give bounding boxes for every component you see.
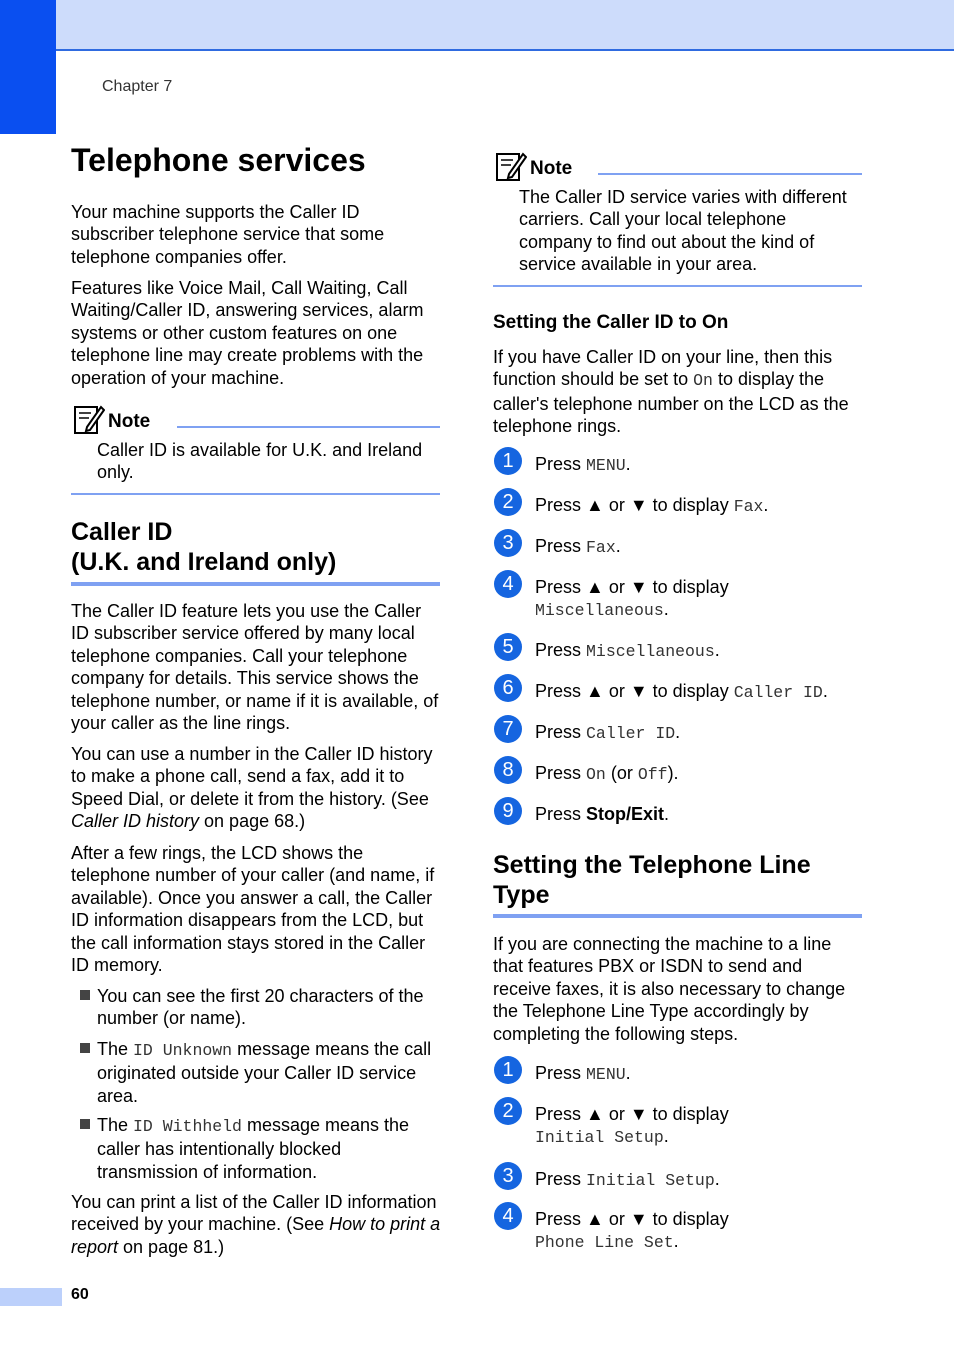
chapter-label: Chapter 7 — [102, 78, 173, 95]
note-label: Note — [108, 411, 151, 432]
step-1: Press MENU. — [535, 454, 631, 475]
intro-para-1: Your machine supports the Caller ID subscriber telephone service that some telephone companies offer. — [71, 202, 385, 267]
step-number: 7 — [494, 715, 522, 743]
note-top-rule — [177, 426, 440, 428]
section-rule — [71, 582, 440, 586]
page-number: 60 — [71, 1286, 89, 1303]
step-number: 1 — [494, 447, 522, 475]
step-number: 4 — [494, 570, 522, 598]
step-number: 1 — [494, 1056, 522, 1084]
bullet-item-3: The ID Withheld message means the caller has intentionally blocked transmission of information. — [97, 1115, 410, 1182]
note-bottom-rule — [71, 493, 440, 495]
caller-id-para-3: After a few rings, the LCD shows the telephone number of your caller (and name, if available). Once you answer a call, the Caller ID information disappears from the LCD, but the call information stays stored in the Caller ID memory. — [71, 843, 435, 976]
step-number: 4 — [494, 1202, 522, 1230]
line-step-4: Press ▲ or ▼ to display Phone Line Set. — [535, 1209, 729, 1252]
note-pencil-icon — [73, 403, 105, 435]
note-top-rule — [598, 173, 862, 175]
caller-id-history-ref: Caller ID history — [71, 811, 200, 832]
step-number: 2 — [494, 1097, 522, 1125]
bullet-item-1: You can see the first 20 characters of the number (or name). — [97, 986, 424, 1029]
page-title: Telephone services — [71, 142, 366, 178]
step-6: Press ▲ or ▼ to display Caller ID. — [535, 681, 828, 702]
chapter-tab — [0, 0, 56, 134]
bullet-marker — [80, 1119, 90, 1129]
step-8: Press On (or Off). — [535, 763, 679, 784]
header-bar — [0, 0, 954, 51]
step-number: 6 — [494, 674, 522, 702]
step-number: 8 — [494, 756, 522, 784]
step-number: 3 — [494, 1162, 522, 1190]
note-text: Caller ID is available for U.K. and Ireland only. — [97, 440, 423, 483]
step-number: 9 — [494, 797, 522, 825]
step-5: Press Miscellaneous. — [535, 640, 720, 661]
step-7: Press Caller ID. — [535, 722, 681, 743]
note-label: Note — [530, 158, 573, 179]
line-step-3: Press Initial Setup. — [535, 1169, 720, 1190]
step-3: Press Fax. — [535, 536, 621, 557]
step-4: Press ▲ or ▼ to display Miscellaneous. — [535, 577, 729, 620]
step-9: Press Stop/Exit. — [535, 804, 670, 824]
section-rule — [493, 914, 862, 918]
caller-id-para-4: You can print a list of the Caller ID information received by your machine. (See How to print a report on page 81.) — [71, 1192, 441, 1257]
step-2: Press ▲ or ▼ to display Fax. — [535, 495, 769, 516]
note-text: The Caller ID service varies with different carriers. Call your local telephone company to find out about the kind of service available in your area. — [519, 187, 847, 275]
line-step-1: Press MENU. — [535, 1063, 631, 1084]
footer-tab — [0, 1288, 62, 1306]
bullet-item-2: The ID Unknown message means the call originated outside your Caller ID service area. — [97, 1039, 432, 1106]
bullet-marker — [80, 990, 90, 1000]
print-report-ref: How to print a report — [71, 1214, 441, 1257]
note-bottom-rule — [493, 285, 862, 287]
section-heading-line-type: Setting the Telephone Line Type — [493, 851, 811, 909]
line-type-para: If you are connecting the machine to a line that features PBX or ISDN to send and receive faxes, it is also necessary to change the Telephone Line Type accordingly by completing the following steps. — [493, 934, 846, 1044]
stop-exit-key: Stop/Exit — [586, 804, 665, 824]
step-number: 5 — [494, 633, 522, 661]
section-heading-caller-id: Caller ID (U.K. and Ireland only) — [71, 518, 337, 576]
bullet-marker — [80, 1043, 90, 1053]
note-pencil-icon — [495, 150, 527, 182]
caller-id-para-1: The Caller ID feature lets you use the Caller ID subscriber service offered by many local telephone companies. Call your telephone company for details. This service shows the telephone number, or name if it is available, of your caller as the line rings. — [71, 601, 439, 734]
step-number: 2 — [494, 488, 522, 516]
subsection-heading: Setting the Caller ID to On — [493, 312, 729, 333]
intro-para-2: Features like Voice Mail, Call Waiting, Call Waiting/Caller ID, answering services, alarm systems or other custom features on one telephone line may create problems with the operation of your machine. — [71, 278, 424, 388]
caller-id-on-para: If you have Caller ID on your line, then this function should be set to On to display the caller's telephone number on the LCD as the telephone rings. — [493, 347, 849, 437]
caller-id-para-2: You can use a number in the Caller ID history to make a phone call, send a fax, add it to Speed Dial, or delete it from the history. (See Caller ID history on page 68.) — [71, 744, 433, 832]
line-step-2: Press ▲ or ▼ to display Initial Setup. — [535, 1104, 729, 1147]
step-number: 3 — [494, 529, 522, 557]
